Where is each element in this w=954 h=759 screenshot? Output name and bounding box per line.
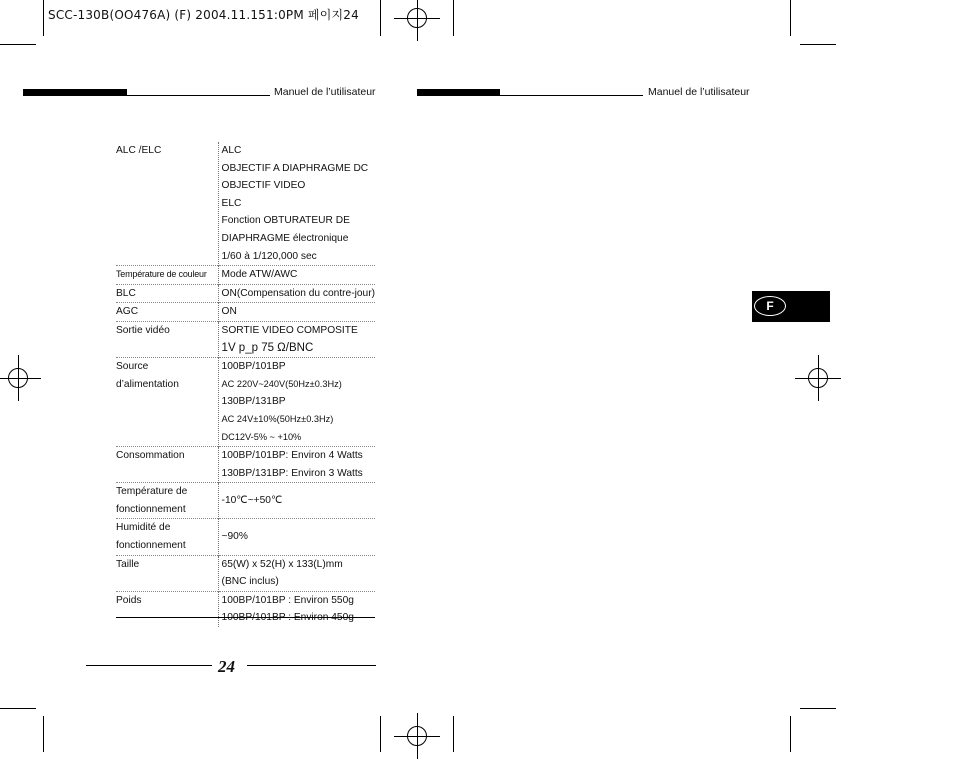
spec-label <box>116 142 218 266</box>
spec-value-line: AC 220V~240V(50Hz±0.3Hz) <box>221 378 342 389</box>
crop-mark <box>0 44 36 45</box>
spec-row <box>116 142 375 266</box>
spec-row <box>116 303 375 322</box>
spec-label-line: fonctionnement <box>116 503 186 515</box>
crop-mark <box>43 0 44 36</box>
spec-value-line: DC12V-5% ~ +10% <box>221 431 302 442</box>
spec-value <box>218 284 375 303</box>
crop-mark <box>800 708 836 709</box>
spec-value <box>218 142 375 266</box>
spec-value <box>218 483 375 519</box>
table-bottom-rule <box>116 617 375 618</box>
spec-value <box>218 591 375 627</box>
spec-label-line: Source <box>116 361 149 373</box>
spec-row <box>116 266 375 285</box>
spec-label <box>116 284 218 303</box>
spec-value-line: 1/60 à 1/120,000 sec <box>221 250 317 262</box>
spec-value-line: Mode ATW/AWC <box>221 269 298 281</box>
header-rule-right <box>500 95 643 96</box>
registration-mark <box>803 363 833 393</box>
spec-row <box>116 358 375 447</box>
spec-row <box>116 591 375 627</box>
spec-value-line: ~90% <box>221 531 248 543</box>
print-slug: SCC-130B(OO476A) (F) 2004.11.151:0PM 페이지24 <box>48 8 359 22</box>
spec-value <box>218 519 375 555</box>
crop-mark <box>380 716 381 752</box>
crop-mark <box>453 716 454 752</box>
spec-label <box>116 519 218 555</box>
footer-rule-left <box>86 665 212 666</box>
spec-label <box>116 303 218 322</box>
spec-value-line: ALC <box>221 145 242 156</box>
header-rule-left <box>127 95 270 96</box>
spec-label <box>116 555 218 591</box>
crop-mark <box>790 0 791 36</box>
spec-label-line: Température de couleur <box>116 269 207 280</box>
registration-mark <box>402 721 432 751</box>
spec-label-line: Poids <box>116 594 142 606</box>
spec-value-line: ON <box>221 306 237 318</box>
spec-label-line: ALC /ELC <box>116 145 162 156</box>
specifications-table <box>116 142 375 627</box>
crop-mark <box>43 716 44 752</box>
spec-value-line: ON(Compensation du contre-jour) <box>221 287 375 299</box>
crop-mark <box>790 716 791 752</box>
header-title-left: Manuel de l’utilisateur <box>274 86 376 98</box>
spec-label <box>116 483 218 519</box>
spec-label <box>116 321 218 357</box>
spec-value-line <box>222 609 375 627</box>
spec-row <box>116 447 375 483</box>
spec-label <box>116 358 218 447</box>
crop-mark <box>453 0 454 36</box>
spec-value-line: 100BP/101BP <box>221 361 286 373</box>
spec-value <box>218 266 375 285</box>
spec-value <box>218 447 375 483</box>
crop-mark <box>800 44 836 45</box>
crop-mark <box>380 0 381 36</box>
spec-label <box>116 591 218 627</box>
spec-value-line: (BNC inclus) <box>221 576 279 588</box>
spec-value-line: 100BP/101BP : Environ 550g <box>221 594 354 606</box>
spec-label-line: AGC <box>116 306 139 318</box>
spec-label-line: Taille <box>116 558 140 570</box>
header-bar-left <box>23 89 127 96</box>
language-letter: F <box>754 296 786 316</box>
spec-value-line: -10℃~+50℃ <box>221 495 283 507</box>
spec-value-line: ELC <box>221 197 242 209</box>
page-number: 24 <box>218 657 235 676</box>
spec-label-line: d’alimentation <box>116 378 179 390</box>
registration-mark <box>402 3 432 33</box>
spec-value-line: SORTIE VIDEO COMPOSITE <box>221 324 358 336</box>
spec-label-line: Consommation <box>116 450 185 462</box>
spec-value-line: 130BP/131BP: Environ 3 Watts <box>221 467 363 479</box>
spec-row <box>116 555 375 591</box>
spec-label-line: Humidité de <box>116 522 171 534</box>
spec-row <box>116 483 375 519</box>
header-bar-right <box>417 89 500 96</box>
registration-mark <box>3 363 33 393</box>
spec-value-line: Fonction OBTURATEUR DE <box>221 215 350 227</box>
spec-value-line: 130BP/131BP <box>221 396 286 408</box>
spec-value-line: DIAPHRAGME électronique <box>221 232 349 244</box>
spec-label-line: Température de <box>116 486 188 498</box>
spec-value-line: OBJECTIF VIDEO <box>221 180 306 192</box>
spec-label <box>116 447 218 483</box>
header-title-right: Manuel de l’utilisateur <box>648 86 750 98</box>
spec-value <box>218 555 375 591</box>
spec-value-line: 1V p_p 75 Ω/BNC <box>221 341 314 354</box>
spec-row <box>116 284 375 303</box>
spec-value-line: 65(W) x 52(H) x 133(L)mm <box>221 558 343 570</box>
crop-mark <box>0 708 36 709</box>
spec-value <box>218 358 375 447</box>
spec-value-line: AC 24V±10%(50Hz±0.3Hz) <box>221 413 334 424</box>
footer-rule-right <box>247 665 376 666</box>
spec-row <box>116 519 375 555</box>
language-tab <box>752 291 830 322</box>
spec-label-line: Sortie vidéo <box>116 324 170 336</box>
spec-label-line: fonctionnement <box>116 540 186 552</box>
spec-value <box>218 321 375 357</box>
spec-value-line: 100BP/101BP: Environ 4 Watts <box>221 450 363 462</box>
spec-label <box>116 266 218 285</box>
spec-value-line: OBJECTIF A DIAPHRAGME DC <box>221 162 369 174</box>
spec-value <box>218 303 375 322</box>
spec-label-line: BLC <box>116 287 136 299</box>
spec-row <box>116 321 375 357</box>
